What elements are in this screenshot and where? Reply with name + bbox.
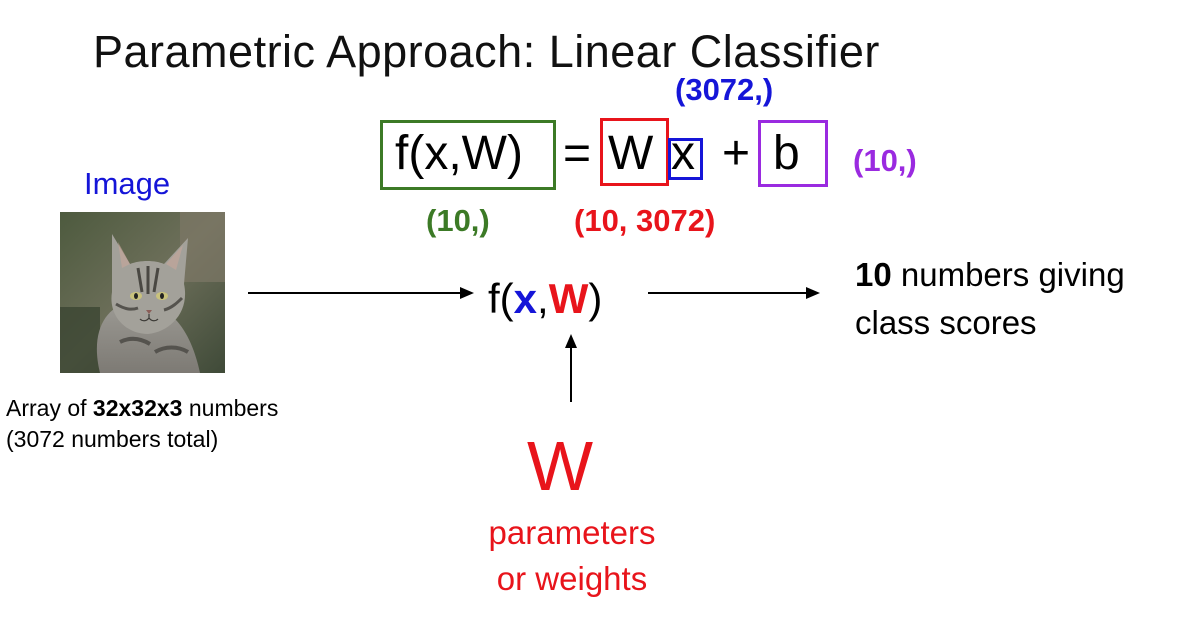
function-x: x bbox=[513, 275, 538, 322]
function-open: f( bbox=[488, 275, 514, 322]
function-w: W bbox=[548, 275, 589, 322]
function-expression bbox=[488, 275, 602, 323]
image-description-suffix: numbers bbox=[182, 395, 279, 421]
function-comma: , bbox=[537, 275, 549, 322]
image-description-line1 bbox=[6, 393, 278, 424]
w-shape-label: (10, 3072) bbox=[574, 203, 716, 238]
weights-description bbox=[472, 510, 672, 602]
arrow-input-head bbox=[460, 285, 476, 301]
x-vector-symbol: x bbox=[671, 127, 695, 180]
x-shape-label: (3072,) bbox=[675, 72, 774, 107]
output-description bbox=[855, 251, 1125, 347]
output-count-bold: 10 bbox=[855, 256, 892, 293]
b-bias-symbol: b bbox=[773, 127, 800, 180]
weights-line1: parameters bbox=[488, 514, 656, 551]
cat-image bbox=[60, 212, 225, 373]
weights-line2: or weights bbox=[496, 560, 648, 598]
output-line1-rest: numbers giving bbox=[891, 256, 1125, 293]
weights-symbol: W bbox=[527, 427, 594, 505]
image-description-prefix: Array of bbox=[6, 395, 93, 421]
function-close: ) bbox=[588, 275, 603, 322]
image-label: Image bbox=[84, 166, 171, 201]
arrow-weights-line bbox=[570, 344, 572, 402]
arrow-output-line bbox=[648, 292, 808, 294]
plus-sign: + bbox=[722, 127, 751, 180]
image-description bbox=[6, 393, 278, 455]
arrow-input-line bbox=[248, 292, 462, 294]
image-description-line2: (3072 numbers total) bbox=[6, 426, 219, 453]
output-line1 bbox=[855, 251, 1125, 299]
equals-sign: = bbox=[563, 127, 592, 180]
f-symbol: f(x,W) bbox=[395, 127, 523, 180]
b-shape-label: (10,) bbox=[853, 143, 917, 178]
image-dims-bold: 32x32x3 bbox=[92, 395, 183, 421]
output-line2: class scores bbox=[855, 303, 1037, 341]
arrow-weights-head bbox=[563, 332, 579, 348]
f-shape-label: (10,) bbox=[426, 203, 490, 238]
arrow-output-head bbox=[806, 285, 822, 301]
slide-title: Parametric Approach: Linear Classifier bbox=[93, 26, 880, 77]
w-matrix-symbol: W bbox=[608, 127, 654, 180]
